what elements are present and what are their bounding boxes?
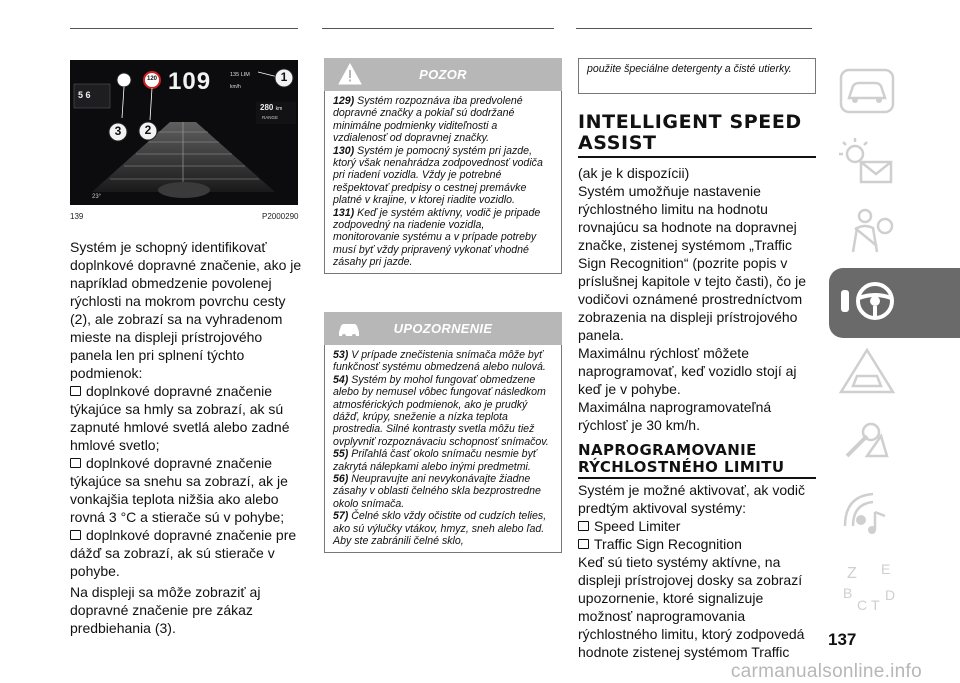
svg-text:T: T <box>871 597 880 612</box>
right-bullet-1: Speed Limiter <box>578 517 816 535</box>
right-paragraph-3: Maximálna naprogramovateľná rýchlosť je 30 km/h. <box>578 399 772 433</box>
svg-text:B: B <box>843 585 853 601</box>
continuation-box: použite špeciálne detergenty a čisté utierky. <box>578 58 816 94</box>
range-label: RANGE <box>262 115 279 120</box>
pozor-item: 131) Keď je systém aktívny, vodič je pripade zodpovedný na riadenie vozidla, monitorovanie systému a v prípade potreby musí byť vždy pripravený vykonať vhodné zásahy pri jazde. <box>333 206 541 269</box>
upozornenie-item: 54) Systém by mohol fungovať obmedzene alebo by nemusel vôbec fungovať následkom atmosférických podmienok, ako je prudký dážď, krúpy, sneženie a nízka teplota prostredia. Silné kontrasty svetla môžu tiež ovplyvniť rozpoznávaciu schopnosť snímačov. <box>333 373 549 448</box>
tab-dashboard[interactable] <box>829 58 960 128</box>
svg-text:C: C <box>857 597 868 612</box>
right-paragraph-1: Systém umožňuje nastavenie rýchlostného limitu na hodnotu rovnajúcu sa hodnote na dopravnej značke, zistenej systémom „Traffic Sign Recognition“ (pozrite popis v príslušnej kapitole v tejto časti), čo je vodičovi oznámené prostredníctvom zobrazenia na displeji prístrojového panela. <box>578 183 806 343</box>
bullet-icon <box>70 530 81 540</box>
pozor-title: POZOR <box>419 67 467 82</box>
range-value: 280 km <box>260 103 283 112</box>
right-paragraph-5: Keď sú tieto systémy aktívne, na displeji prístrojovej dosky sa zobrazí upozornenie, ktoré signalizuje možnosť naprogramovania rýchlostného limitu, ktorý zodpovedá hodnote zistenej systémom Traffic <box>578 554 805 660</box>
car-info-icon <box>837 66 897 116</box>
pozor-item: 129) Systém rozpoznáva iba predvolené dopravné značky a pokiaľ sú dodržané minimálne podmienky viditeľnosti a vzdialenosť od dopravnej značky. <box>333 95 523 145</box>
section-heading-speed-limit-programming: NAPROGRAMOVANIE RÝCHLOSTNÉHO LIMITU <box>578 441 785 476</box>
speed-unit: km/h <box>230 84 241 90</box>
left-bullet-3: doplnkové dopravné značenie pre dážď sa zobrazí, ak sú stierače v pohybe. <box>70 527 297 579</box>
tab-index[interactable] <box>829 548 960 618</box>
top-rule-left <box>70 28 298 29</box>
top-rule-right <box>576 28 812 29</box>
upozornenie-item: 56) Neupravujte ani nevykonávajte žiadne zásahy v oblasti čelného skla bezprostredne okolo snímača. <box>333 473 541 510</box>
availability-note: (ak je k dispozícii) <box>578 165 690 181</box>
callout-1: 1 <box>280 70 288 84</box>
maintenance-tools-icon <box>837 416 897 466</box>
upozornenie-item: 55) Priľahlá časť okolo snímaču nesmie byť zakrytá nálepkami alebo inými predmetmi. <box>333 448 537 473</box>
upozornenie-title: UPOZORNENIE <box>393 321 493 336</box>
tab-starting-and-driving[interactable] <box>829 268 960 338</box>
pozor-body <box>324 91 562 274</box>
tab-warnings[interactable] <box>829 128 960 198</box>
key-steering-wheel-icon <box>837 276 897 326</box>
page-number: 137 <box>828 630 857 649</box>
roadside-emergency-icon <box>837 346 897 396</box>
upozornenie-item: 57) Čelné sklo vždy očistite od cudzích telies, ako sú výlučky vtákov, hmyz, sneh alebo ľad. Aby ste zabránili čelné sklo, <box>333 510 547 548</box>
current-speed: 109 <box>168 68 212 95</box>
bullet-icon <box>578 521 589 531</box>
upozornenie-item: 53) V prípade znečistenia snímača môže byť funkčnosť systému obmedzená alebo nulová. <box>333 349 546 374</box>
watermark: carmanualsonline.info <box>0 661 960 683</box>
tab-multimedia[interactable] <box>829 478 960 548</box>
upozornenie-header <box>324 312 562 345</box>
right-bullet-2: Traffic Sign Recognition <box>578 535 816 553</box>
figure-caption-number: 139 <box>70 212 84 221</box>
bullet-icon <box>578 539 589 549</box>
svg-text:D: D <box>885 587 896 603</box>
left-bullet-2: doplnkové dopravné značenie týkajúce sa snehu sa zobrazí, ak je vonkajšia teplota nižšia ako alebo rovná 3 °C a stierače sú v pohybe; <box>70 455 288 525</box>
right-paragraph-4: Systém je možné aktivovať, ak vodič predtým aktivoval systémy: <box>578 482 806 516</box>
bullet-icon <box>70 386 81 396</box>
pozor-box <box>324 58 562 274</box>
gear-indicator: 5 6 <box>78 90 91 100</box>
bullet-icon <box>70 458 81 468</box>
left-paragraph-2: Na displeji sa môže zobraziť aj dopravné značenie pre zákaz predbiehania (3). <box>70 584 261 636</box>
upozornenie-box <box>324 312 562 553</box>
svg-text:Z: Z <box>847 565 857 582</box>
figure-caption-code: P2000290 <box>262 212 299 221</box>
set-speed: 135 LIM <box>230 72 250 78</box>
svg-text:E: E <box>881 561 891 577</box>
callout-2: 2 <box>144 123 152 137</box>
outside-temperature: 23° <box>92 194 102 200</box>
section-heading-intelligent-speed-assist: INTELLIGENT SPEED ASSIST <box>578 111 802 154</box>
left-paragraph-1: Systém je schopný identifikovať doplnkové dopravné značenie, ako je napríklad obmedzenie povolenej rýchlosti na mokrom povrchu cesty (2), ale zobrazí sa na vyhradenom mieste na displeji prístrojového panela len pri splnení týchto podmienok: <box>70 239 302 381</box>
top-rule-middle <box>322 28 554 29</box>
pozor-item: 130) Systém je pomocný systém pri jazde, ktorý však nenahrádza zodpovednosť vodiča pri riadení vozidla. Vždy je potrebné rešpektovať predpisy o cestnej premávke platné v krajine, v ktorej riadite vozidlo. <box>333 144 543 207</box>
right-column <box>578 112 816 679</box>
warning-lights-message-icon <box>837 136 897 186</box>
alphabetical-index-icon <box>837 556 903 612</box>
instrument-cluster-figure <box>70 60 298 205</box>
callout-3: 3 <box>114 124 122 138</box>
tab-safety[interactable] <box>829 198 960 268</box>
speed-limit-sign: 120 <box>146 76 157 82</box>
right-paragraph-2: Maximálnu rýchlosť môžete naprogramovať, keď vozidlo stojí aj keď je v pohybe. <box>578 345 797 397</box>
tab-emergency[interactable] <box>829 338 960 408</box>
multimedia-connectivity-icon <box>837 486 897 536</box>
left-bullet-1: doplnkové dopravné značenie týkajúce sa hmly sa zobrazí, ak sú zapnuté hmlové svetlá alebo zadné hmlové svetlo; <box>70 383 290 453</box>
tab-maintenance[interactable] <box>829 408 960 478</box>
heading-rule <box>578 156 816 158</box>
pozor-header <box>324 58 562 91</box>
upozornenie-body <box>324 345 562 553</box>
left-column-text <box>70 238 302 637</box>
seatbelt-airbag-icon <box>837 206 897 256</box>
heading-rule <box>578 477 816 479</box>
